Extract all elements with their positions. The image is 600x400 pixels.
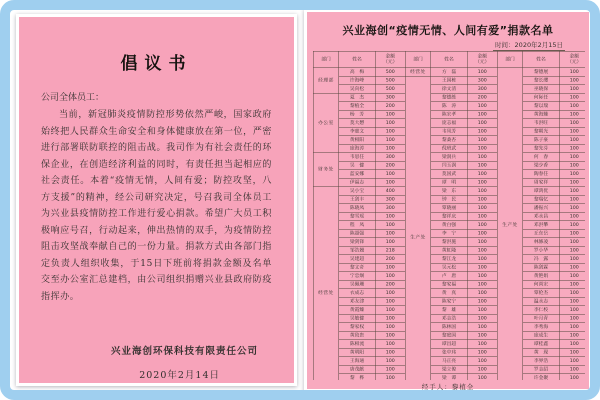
table-row xyxy=(313,263,585,272)
table-row xyxy=(313,127,585,136)
donor-name-cell: 黎洪施 xyxy=(431,238,468,247)
donor-name-cell: 高 梅 xyxy=(339,68,376,77)
donor-name-cell: 谭 明 xyxy=(431,178,468,187)
donor-name-cell: 李 宁 xyxy=(431,229,468,238)
donor-amount-cell: 100 xyxy=(559,280,585,289)
donor-amount-cell: 300 xyxy=(467,76,497,85)
donor-amount-cell: 100 xyxy=(375,119,405,128)
donor-amount-cell: 100 xyxy=(467,297,497,306)
donor-name-cell: 黄霞臻 xyxy=(339,306,376,315)
donor-name-cell: 李界浩 xyxy=(523,357,560,366)
donor-amount-cell: 100 xyxy=(375,340,405,349)
donor-name-cell: 巫晓保 xyxy=(523,85,560,94)
donor-amount-cell: 100 xyxy=(559,187,585,196)
donor-amount-cell: 200 xyxy=(375,102,405,111)
donor-amount-cell: 100 xyxy=(375,272,405,281)
donor-amount-cell: 100 xyxy=(467,136,497,145)
donor-amount-cell: 400 xyxy=(375,187,405,196)
donor-amount-cell: 100 xyxy=(375,178,405,187)
donor-amount-cell: 300 xyxy=(375,204,405,213)
dept-cell: 经理部 xyxy=(313,68,339,94)
donor-name-cell: 陈宏孝 xyxy=(431,110,468,119)
table-row xyxy=(313,323,585,332)
donor-name-cell: 吴小宝 xyxy=(339,187,376,196)
table-row xyxy=(313,119,585,128)
donor-amount-cell: 100 xyxy=(375,144,405,153)
donor-amount-cell: 200 xyxy=(375,255,405,264)
donor-amount-cell: 100 xyxy=(375,348,405,357)
donor-name-cell: 方 磊 xyxy=(431,68,468,77)
donor-name-cell: 谭鸿优 xyxy=(523,187,560,196)
donor-name-cell: 潘振兴 xyxy=(523,204,560,213)
donor-amount-cell: 500 xyxy=(375,85,405,94)
donor-name-cell: 黎朝光 xyxy=(523,127,560,136)
donor-name-cell: 唐茂献 xyxy=(339,365,376,374)
table-row xyxy=(313,348,585,357)
donor-amount-cell: 100 xyxy=(559,153,585,162)
donor-amount-cell: 100 xyxy=(467,331,497,340)
donor-amount-cell: 100 xyxy=(375,110,405,119)
donor-amount-cell: 100 xyxy=(375,374,405,380)
table-row xyxy=(313,68,585,77)
donor-amount-cell: 300 xyxy=(375,195,405,204)
donor-amount-cell: 100 xyxy=(559,136,585,145)
donor-amount-cell: 100 xyxy=(559,314,585,323)
donor-amount-cell: 100 xyxy=(375,212,405,221)
donor-amount-cell: 100 xyxy=(467,102,497,111)
proposal-date: 2020年2月14日 xyxy=(139,370,220,381)
donor-name-cell: 黎家权 xyxy=(339,323,376,332)
donor-name-cell: 谭桂鑫 xyxy=(523,340,560,349)
donor-amount-cell: 100 xyxy=(559,195,585,204)
table-row xyxy=(313,229,585,238)
table-row xyxy=(313,212,585,221)
donor-amount-cell: 100 xyxy=(559,102,585,111)
donor-name-cell: 邓友津 xyxy=(339,297,376,306)
donor-amount-cell: 100 xyxy=(559,263,585,272)
donor-name-cell: 宁忠炯 xyxy=(339,272,376,281)
donor-amount-cell: 100 xyxy=(559,170,585,179)
donor-name-cell: 黄 真 xyxy=(431,289,468,298)
donor-amount-cell: 100 xyxy=(559,289,585,298)
proposal-body: 当前，新冠肺炎疫情防控形势依然严峻，国家政府始终把人民群众生命安全和身体健康放在第一位，严密进行部署联防联控的阻击战。我司作为有社会责任的环保企业，在创造经济利益的同时，有责任担当起相应的社会责任。本着“疫情无情，人间有爱；防控攻坚，八方支援”的精神，经公司研究决定，号召我司全体员工为兴业县疫情防控工作进行爱心捐款。希望广大员工积极响应号召，行动起来，伸出热情的双手，为疫情防控阻击攻坚战奉献自己的一份力量。捐款方式由各部门指定负责人组织收集，于15日下班前将捐款金额及名单交至办公室汇总建档，由公司组织捐赠兴业县政府防疫指挥办。 xyxy=(41,110,272,302)
donor-amount-cell: 100 xyxy=(559,93,585,102)
donor-amount-cell: 100 xyxy=(467,374,497,380)
donor-amount-cell: 100 xyxy=(559,348,585,357)
donor-name-cell: 王剑丰 xyxy=(339,195,376,204)
donor-name-cell: 陈剑霖 xyxy=(523,263,560,272)
donor-name-cell: 徐文清 xyxy=(431,85,468,94)
donor-name-cell: 黎德展 xyxy=(523,68,560,77)
donor-name-cell: 韦洪旺 xyxy=(523,119,560,128)
donor-amount-cell: 100 xyxy=(467,238,497,247)
table-row xyxy=(313,255,585,264)
donor-name-cell: 马正亮 xyxy=(431,357,468,366)
donor-amount-cell: 100 xyxy=(467,127,497,136)
donor-name-cell: 梁润兵 xyxy=(431,153,468,162)
table-row xyxy=(313,170,585,179)
table-row xyxy=(313,280,585,289)
header-amount: 金额 （元） xyxy=(559,51,585,68)
table-row xyxy=(313,93,585,102)
donor-name-cell: 黄相阳 xyxy=(339,136,376,145)
donor-amount-cell: 100 xyxy=(467,306,497,315)
donor-amount-cell: 100 xyxy=(559,357,585,366)
table-row xyxy=(313,136,585,145)
donor-amount-cell: 100 xyxy=(559,76,585,85)
donor-amount-cell: 100 xyxy=(467,289,497,298)
donor-name-cell: 黎 桦 xyxy=(339,374,376,380)
proposal-company-signature: 兴业海创环保科技有限责任公司 xyxy=(110,346,258,357)
donor-amount-cell: 100 xyxy=(467,357,497,366)
donor-name-cell: 李惠文 xyxy=(339,127,376,136)
donor-name-cell: 黄致贵 xyxy=(339,331,376,340)
donor-name-cell: 周家祥 xyxy=(523,178,560,187)
donor-amount-cell: 100 xyxy=(467,178,497,187)
table-row xyxy=(313,357,585,366)
donor-name-cell: 覃晓丽 xyxy=(431,204,468,213)
proposal-salutation: 公司全体员工： xyxy=(41,93,105,103)
donor-amount-cell: 300 xyxy=(375,153,405,162)
header-name: 姓名 xyxy=(523,51,560,68)
donor-name-cell: 黎德练 xyxy=(431,93,468,102)
donation-table-wrap xyxy=(313,51,585,380)
donor-amount-cell: 100 xyxy=(467,229,497,238)
donor-amount-cell: 100 xyxy=(375,229,405,238)
donor-name-cell: 钟 民 xyxy=(431,195,468,204)
donor-name-cell: 邓志浩 xyxy=(431,314,468,323)
donor-amount-cell: 100 xyxy=(375,238,405,247)
donor-name-cell: 黎以瑞 xyxy=(523,102,560,111)
donor-amount-cell: 200 xyxy=(375,161,405,170)
table-row xyxy=(313,161,585,170)
donor-name-cell: 邹浩翘 xyxy=(339,246,376,255)
donor-name-cell: 黎先芬 xyxy=(523,144,560,153)
table-row xyxy=(313,272,585,281)
donor-amount-cell: 100 xyxy=(559,246,585,255)
donor-name-cell: 莫大懋 xyxy=(339,119,376,128)
donor-amount-cell: 300 xyxy=(467,85,497,94)
donor-amount-cell: 100 xyxy=(467,221,497,230)
header-dept: 部门 xyxy=(313,51,339,68)
donor-name-cell: 黎江龙 xyxy=(431,255,468,264)
table-row xyxy=(313,238,585,247)
donor-amount-cell: 100 xyxy=(559,331,585,340)
donation-list-page xyxy=(304,9,592,392)
header-dept: 部门 xyxy=(405,51,431,68)
donor-amount-cell: 100 xyxy=(467,204,497,213)
dept-cell: 财务处 xyxy=(313,153,339,187)
header-name: 姓名 xyxy=(431,51,468,68)
donor-name-cell: 庞海涛 xyxy=(339,144,376,153)
table-row xyxy=(313,306,585,315)
table-row xyxy=(313,195,585,204)
donor-amount-cell: 200 xyxy=(375,280,405,289)
donor-amount-cell: 100 xyxy=(467,119,497,128)
donor-name-cell: 黄白强 xyxy=(431,221,468,230)
donor-name-cell: 莫国武 xyxy=(431,170,468,179)
donor-name-cell: 黄明阳 xyxy=(339,348,376,357)
table-row xyxy=(313,340,585,349)
proposal-letter-page xyxy=(16,14,297,386)
donor-name-cell: 衣成志 xyxy=(339,289,376,298)
donor-name-cell: 许海峰 xyxy=(339,76,376,85)
donor-name-cell: 伊福志 xyxy=(339,178,376,187)
donor-amount-cell: 300 xyxy=(375,93,405,102)
donor-amount-cell: 100 xyxy=(467,195,497,204)
donor-amount-cell: 100 xyxy=(375,365,405,374)
donor-amount-cell: 100 xyxy=(559,204,585,213)
donation-table xyxy=(313,51,585,380)
donor-amount-cell: 100 xyxy=(467,153,497,162)
donor-name-cell: 韦思任 xyxy=(339,153,376,162)
donor-name-cell: 吴敏健 xyxy=(339,314,376,323)
donor-name-cell: 程 凤 xyxy=(339,221,376,230)
donor-name-cell: 黄艳娟 xyxy=(523,272,560,281)
donor-amount-cell: 100 xyxy=(467,161,497,170)
table-row xyxy=(313,76,585,85)
table-row xyxy=(313,102,585,111)
donor-name-cell: 庞成生 xyxy=(523,331,560,340)
donor-amount-cell: 100 xyxy=(559,212,585,221)
donor-amount-cell: 100 xyxy=(559,161,585,170)
donor-name-cell: 黄 现 xyxy=(523,348,560,357)
donor-amount-cell: 500 xyxy=(375,68,405,77)
donor-name-cell: 邓洪攀 xyxy=(523,221,560,230)
donor-amount-cell: 100 xyxy=(559,85,585,94)
table-row xyxy=(313,187,585,196)
donor-name-cell: 陈家宁 xyxy=(431,297,468,306)
table-row xyxy=(313,144,585,153)
table-row xyxy=(313,204,585,213)
header-amount: 金额 （元） xyxy=(375,51,405,68)
header-amount: 金额 （元） xyxy=(467,51,497,68)
donor-name-cell: 叶月青 xyxy=(523,314,560,323)
dept-cell: 生产处 xyxy=(497,68,523,380)
donor-name-cell: 罗小华 xyxy=(523,246,560,255)
donor-amount-cell: 100 xyxy=(467,272,497,281)
donor-amount-cell: 100 xyxy=(467,263,497,272)
donor-name-cell: 黎家福 xyxy=(431,280,468,289)
donor-amount-cell: 100 xyxy=(375,306,405,315)
donor-amount-cell: 100 xyxy=(559,297,585,306)
donor-amount-cell: 100 xyxy=(467,68,497,77)
donor-amount-cell: 100 xyxy=(559,272,585,281)
donor-amount-cell: 100 xyxy=(559,110,585,119)
donor-name-cell: 倪班武 xyxy=(431,144,468,153)
table-row xyxy=(313,153,585,162)
donor-name-cell: 李仁校 xyxy=(523,306,560,315)
donor-name-cell: 陈林国 xyxy=(431,323,468,332)
donor-amount-cell: 100 xyxy=(559,255,585,264)
donor-name-cell: 罗志绍 xyxy=(523,365,560,374)
donor-amount-cell: 100 xyxy=(559,221,585,230)
header-name: 姓名 xyxy=(339,51,376,68)
donor-amount-cell: 100 xyxy=(375,263,405,272)
donor-name-cell: 闫玉润 xyxy=(431,161,468,170)
donor-name-cell: 黎庭国 xyxy=(431,331,468,340)
donor-amount-cell: 100 xyxy=(559,340,585,349)
dept-cell: 经营处 xyxy=(405,68,431,77)
donor-amount-cell: 100 xyxy=(559,68,585,77)
table-row xyxy=(313,221,585,230)
handler-line: 经手人：黎植全 xyxy=(421,383,475,391)
donor-amount-cell: 100 xyxy=(467,110,497,119)
donor-name-cell: 邓永昌 xyxy=(523,212,560,221)
donor-name-cell: 陈晓凤 xyxy=(339,204,376,213)
proposal-title: 倡议书 xyxy=(120,54,193,74)
table-row xyxy=(313,178,585,187)
donor-name-cell: 吴建超 xyxy=(339,255,376,264)
donor-name-cell: 陈超强 xyxy=(339,229,376,238)
table-row xyxy=(313,365,585,374)
table-row xyxy=(313,246,585,255)
donor-name-cell: 王海通 xyxy=(339,357,376,366)
donor-amount-cell: 100 xyxy=(375,297,405,306)
donor-name-cell: 陶春任 xyxy=(523,170,560,179)
donor-amount-cell: 100 xyxy=(375,127,405,136)
donor-amount-cell: 100 xyxy=(559,127,585,136)
donor-name-cell: 林修凌 xyxy=(523,238,560,247)
donor-name-cell: 黎祥庆 xyxy=(431,212,468,221)
donor-amount-cell: 100 xyxy=(375,331,405,340)
donor-name-cell: 陈子豪 xyxy=(523,136,560,145)
donor-name-cell: 温永志 xyxy=(523,297,560,306)
donor-amount-cell: 100 xyxy=(467,246,497,255)
donor-name-cell: 黄虹隆 xyxy=(431,246,468,255)
table-row xyxy=(313,331,585,340)
donor-name-cell: 黎 雄 xyxy=(431,306,468,315)
donor-amount-cell: 500 xyxy=(375,76,405,85)
donor-name-cell: 何际任 xyxy=(523,93,560,102)
donor-name-cell: 黎瑞忆 xyxy=(523,195,560,204)
donor-name-cell: 黎桑杏 xyxy=(431,136,468,145)
table-header-row xyxy=(313,51,585,68)
donor-amount-cell: 100 xyxy=(559,144,585,153)
donor-amount-cell: 100 xyxy=(467,212,497,221)
donor-name-cell: 张中玮 xyxy=(431,348,468,357)
donor-amount-cell: 100 xyxy=(375,289,405,298)
donor-name-cell: 梁剑锋 xyxy=(339,238,376,247)
donor-amount-cell: 100 xyxy=(559,323,585,332)
donation-list-time: 时间：2020年2月15日 xyxy=(495,41,563,49)
donor-amount-cell: 100 xyxy=(467,144,497,153)
donor-amount-cell: 100 xyxy=(467,348,497,357)
donor-amount-cell: 100 xyxy=(559,178,585,187)
donor-amount-cell: 100 xyxy=(375,136,405,145)
donor-amount-cell: 100 xyxy=(559,374,585,380)
donor-name-cell: 黄海臻 xyxy=(523,110,560,119)
donor-amount-cell: 100 xyxy=(375,170,405,179)
donor-name-cell: 黎长缨 xyxy=(523,76,560,85)
donor-name-cell: 丘东岳 xyxy=(523,229,560,238)
donor-name-cell: 夏 杰 xyxy=(339,93,376,102)
donor-name-cell: 梁少香 xyxy=(523,161,560,170)
donor-name-cell: 陈相流 xyxy=(339,340,376,349)
donor-name-cell: 黎植全 xyxy=(339,102,376,111)
donor-amount-cell: 100 xyxy=(559,119,585,128)
donor-amount-cell: 100 xyxy=(467,280,497,289)
donor-amount-cell: 100 xyxy=(375,323,405,332)
donor-name-cell: 何 春 xyxy=(523,153,560,162)
donor-name-cell: 吴向松 xyxy=(339,85,376,94)
donor-amount-cell: 200 xyxy=(467,93,497,102)
dept-cell: 经营处 xyxy=(313,187,339,380)
donor-name-cell: 梁 谭 xyxy=(431,374,468,380)
donor-name-cell: 黎雪瑶 xyxy=(339,212,376,221)
donor-name-cell: 吴佩珊 xyxy=(339,280,376,289)
donor-amount-cell: 100 xyxy=(375,314,405,323)
table-row xyxy=(313,110,585,119)
donor-name-cell: 王国栋 xyxy=(431,76,468,85)
table-row xyxy=(313,289,585,298)
table-row xyxy=(313,314,585,323)
donor-name-cell: 覃伦杰 xyxy=(523,289,560,298)
donor-amount-cell: 100 xyxy=(375,221,405,230)
donor-name-cell: 何尚宏 xyxy=(523,280,560,289)
donor-amount-cell: 100 xyxy=(375,357,405,366)
donor-name-cell: 黎文奇 xyxy=(339,263,376,272)
donation-list-title: 兴业海创“疫情无情、人间有爱”捐款名单 xyxy=(342,24,554,37)
donor-name-cell: 韦凤芳 xyxy=(431,127,468,136)
donor-name-cell: 冯 露 xyxy=(523,255,560,264)
donor-name-cell: 梁 东 xyxy=(431,187,468,196)
donor-amount-cell: 100 xyxy=(467,340,497,349)
donor-amount-cell: 100 xyxy=(467,187,497,196)
donor-amount-cell: 100 xyxy=(467,323,497,332)
donor-name-cell: 杨 芳 xyxy=(339,110,376,119)
donor-amount-cell: 100 xyxy=(559,238,585,247)
table-row xyxy=(313,297,585,306)
donor-amount-cell: 100 xyxy=(559,306,585,315)
donor-amount-cell: 100 xyxy=(467,255,497,264)
donor-amount-cell: 100 xyxy=(467,365,497,374)
donor-name-cell: 李秀海 xyxy=(523,323,560,332)
dept-cell: 办公室 xyxy=(313,93,339,153)
donor-amount-cell: 100 xyxy=(559,365,585,374)
header-dept: 部门 xyxy=(497,51,523,68)
table-row xyxy=(313,374,585,380)
dept-cell: 生产处 xyxy=(405,76,431,380)
donor-name-cell: 梁立俊 xyxy=(431,365,468,374)
donor-name-cell: 陈 涛 xyxy=(431,102,468,111)
donor-amount-cell: 100 xyxy=(467,314,497,323)
donor-name-cell: 庞志福 xyxy=(431,119,468,128)
donor-name-cell: 蓝安娜 xyxy=(339,170,376,179)
donor-name-cell: 吴 健 xyxy=(339,161,376,170)
table-row xyxy=(313,85,585,94)
donor-name-cell: 吴元松 xyxy=(431,263,468,272)
donor-name-cell: 许金聚 xyxy=(523,374,560,380)
donor-amount-cell: 100 xyxy=(467,170,497,179)
donor-amount-cell: 100 xyxy=(559,229,585,238)
donor-name-cell: 卢 唐 xyxy=(431,272,468,281)
donor-amount-cell: 218 xyxy=(375,246,405,255)
donor-name-cell: 谭昌超 xyxy=(431,340,468,349)
